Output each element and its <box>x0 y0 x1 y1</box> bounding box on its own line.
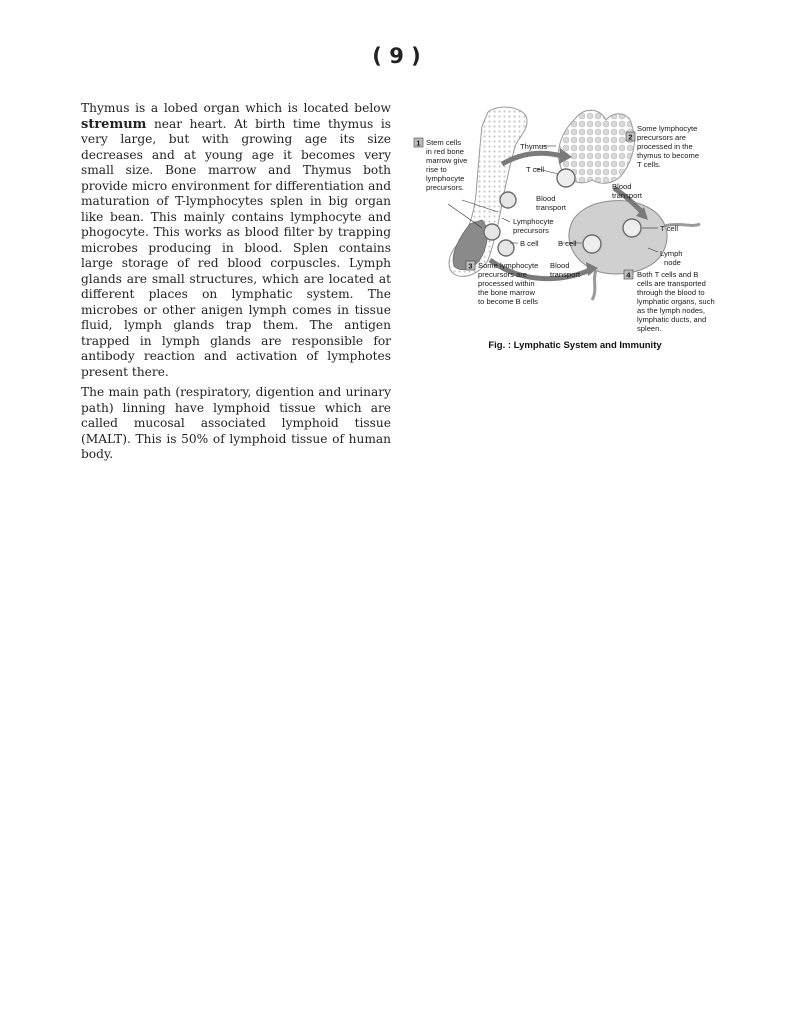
label-b-cell-right: B cell <box>558 239 577 248</box>
step-2-text: Some lymphocyte precursors are processed in the thymus to become T cells. <box>637 124 700 169</box>
label-lymph-node: Lymph node <box>660 249 683 267</box>
label-thymus: Thymus <box>520 142 548 151</box>
figure-illustration <box>402 104 748 340</box>
label-blood-transport-mid: Blood transport <box>536 194 566 212</box>
bold-term: stremum <box>81 116 147 132</box>
t-cell-lymph-node <box>623 219 641 237</box>
b-cell-precursor <box>498 240 514 256</box>
paragraph-2: The main path (respiratory, digention and urinary path) linning have lymphoid tissue which are called mucosal associated lymphoid tissue (MALT). This is 50% of lymphoid tissue of human body. <box>81 385 391 461</box>
lymph-node-organ <box>569 201 667 274</box>
body-text <box>81 101 391 468</box>
step-3-number: 3 <box>468 261 473 271</box>
lymphatic-figure <box>402 104 720 356</box>
paragraph-1: Thymus is a lobed organ which is located below stremum near heart. At birth time thymus is very large, but with growing age its size decreases and at young age it becomes very small size. Bone marrow and Thymus both provide micro environment for differentiation and maturation of T-lymphocytes splen in big organ like bean. This mainly contains lymphocyte and phogocyte. This works as blood filter by trapping microbes producing in blood. Splen contains large storage of red blood corpuscles. Lymph glands are small structures, which are located at different places on lymphatic system. The microbes or other anigen lymph comes in tissue fluid, lymph glands trap them. The antigen trapped in lymph glands are responsible for antibody reaction and activation of lymphotes present there. <box>81 101 391 379</box>
b-cell-lymph-node <box>583 235 601 253</box>
t-cell-precursor <box>500 192 516 208</box>
step-3-text: Some lymphocyte precursors are processed within the bone marrow to become B cells <box>478 261 539 306</box>
t-cell-thymus <box>557 169 575 187</box>
page-number: ( 9 ) <box>372 44 421 68</box>
step-2-number: 2 <box>628 132 633 142</box>
lymphocyte-precursor-cell <box>484 224 500 240</box>
step-4-number: 4 <box>626 270 631 280</box>
label-t-cell-right: T cell <box>660 224 679 233</box>
label-blood-transport-bottom: Blood transport <box>550 261 580 279</box>
step-4-text: Both T cells and B cells are transported through the blood to lymphatic organs, such as the lymph nodes, lymphatic ducts, and spleen. <box>637 270 715 333</box>
figure-caption: Fig. : Lymphatic System and Immunity <box>488 340 662 351</box>
step-1-text: Stem cells in red bone marrow give rise to lymphocyte precursors. <box>426 138 468 192</box>
step-1-number: 1 <box>416 138 421 148</box>
label-blood-transport-right: Blood transport <box>612 182 642 200</box>
label-t-cell-top: T cell <box>526 165 545 174</box>
label-lymphocyte-precursors: Lymphocyte precursors <box>513 217 554 235</box>
label-b-cell-left: B cell <box>520 239 539 248</box>
lymph-vessel-2 <box>592 270 596 300</box>
